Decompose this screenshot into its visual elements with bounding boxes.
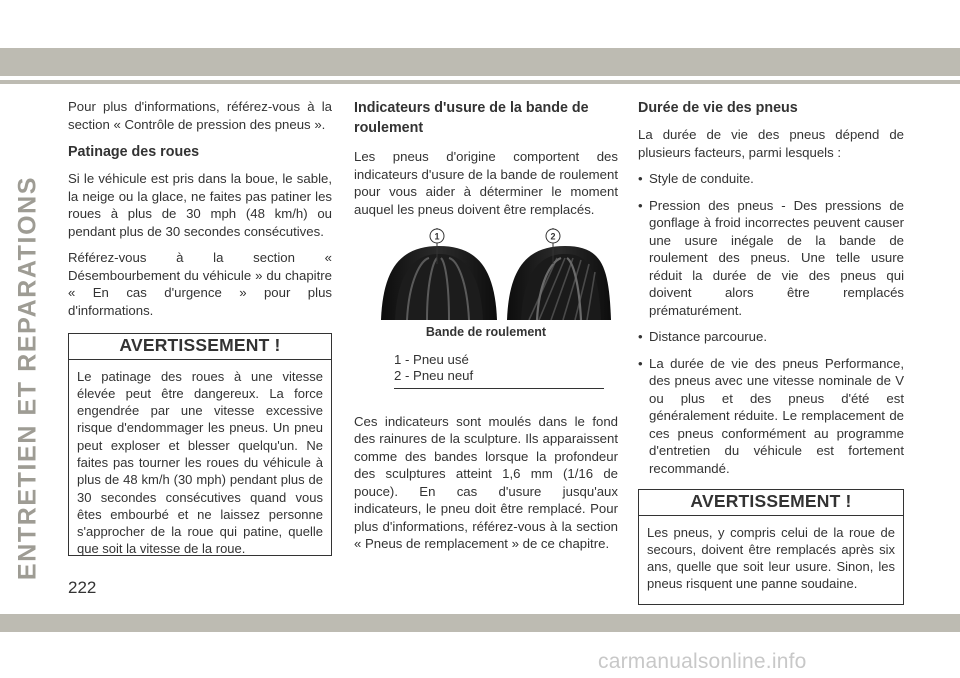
tire-pair-drawing [361, 228, 611, 320]
wheel-spin-paragraph-1: Si le véhicule est pris dans la boue, le sable, la neige ou la glace, ne faites pas patiner les roues à plus de 30 mph (48 km/h) ou pendant plus de 30 secondes consécutives. [68, 171, 332, 239]
footer-band [0, 614, 960, 632]
header-band [0, 48, 960, 76]
intro-paragraph: Pour plus d'informations, référez-vous à la section « Contrôle de pression des pneus ». [68, 99, 332, 132]
list-item [638, 328, 904, 346]
list-item [638, 197, 904, 320]
warning-text: Les pneus, y compris celui de la roue de secours, doivent être remplacés après six ans, quelle que soit leur usure. Sinon, les pneus risquent une panne soudaine. [647, 524, 895, 592]
list-item [638, 170, 904, 188]
list-item-text: Pression des pneus - Des pressions de gonflage à froid incorrectes peuvent causer une usure inégale de la bande de roulement des pneus. Une telle usure réduit la durée de vie des pneus qui doivent alors être remplacés prématurément. [649, 197, 904, 318]
tread-wear-paragraph-1: Les pneus d'origine comportent des indicateurs d'usure de la bande de roulement pour vous aider à déterminer le moment auquel les pneus doivent être remplacés. [354, 149, 618, 217]
page-number: 222 [68, 578, 97, 597]
heading-tread-wear-indicators: Indicateurs d'usure de la bande de roulement [354, 100, 589, 136]
chapter-side-tab-label: ENTRETIEN ET REPARATIONS [13, 175, 42, 581]
heading-wheel-spin: Patinage des roues [68, 144, 200, 160]
column-middle [354, 98, 618, 562]
column-right [638, 98, 904, 605]
new-tire-image [507, 228, 611, 320]
legend-item-new: 2 - Pneu neuf [394, 367, 474, 383]
wheel-spin-paragraph-2: Référez-vous à la section « Désembourbement du véhicule » du chapitre « En cas d'urgence » pour plus d'informations. [68, 250, 332, 318]
callout-2: 2 [550, 231, 556, 242]
list-item-text: La durée de vie des pneus Performance, des pneus avec une vitesse nominale de V ou plus et des pneus d'été est généralement réduite. Le remplacement de ces pneus conformément au programme d'entretien du véhicule est fortement recommandé. [649, 355, 904, 476]
tire-illustration [361, 228, 611, 320]
bullet-icon: • [638, 329, 643, 344]
bullet-icon: • [638, 197, 643, 213]
tread-figure [354, 228, 618, 389]
legend-item-worn: 1 - Pneu usé [394, 351, 469, 367]
callout-1: 1 [434, 231, 440, 242]
header-rule [0, 80, 960, 84]
warning-box-tire-life [638, 489, 904, 605]
warning-text: Le patinage des roues à une vitesse élevée peut être dangereux. La force engendrée par une vitesse excessive risque d'endommager les pneus. Un pneu peut exploser et blesser quelqu'un. Ne faites pas tourner les roues du véhicule à plus de 48 km/h (30 mph) pendant plus de 30 secondes consécutives quand vous êtes embourbé et ne laissez personne s'approcher de la roue qui patine, quelle que soit la vitesse de la roue. [77, 368, 323, 557]
list-item-text: Style de conduite. [649, 171, 754, 186]
list-item [638, 355, 904, 478]
worn-tire-image [381, 228, 497, 320]
tire-life-paragraph: La durée de vie des pneus dépend de plusieurs facteurs, parmi lesquels : [638, 127, 904, 160]
warning-box-wheel-spin [68, 333, 332, 556]
column-left [68, 98, 332, 556]
tread-wear-paragraph-2: Ces indicateurs sont moulés dans le fond des rainures de la sculpture. Ils apparaissent comme des bandes lorsque la profondeur des sculptures atteint 1,6 mm (1/16 de pouce). En cas d'usure jusqu'aux indicateurs, le pneu doit être remplacé. Pour plus d'informations, référez-vous à la section « Pneus de remplacement » de ce chapitre. [354, 413, 618, 551]
figure-caption: Bande de roulement [425, 325, 547, 339]
warning-title: AVERTISSEMENT ! [639, 490, 903, 516]
bullet-icon: • [638, 355, 643, 371]
watermark: carmanualsonline.info [598, 650, 807, 673]
list-item-text: Distance parcourue. [649, 329, 768, 344]
figure-rule [394, 388, 604, 389]
bullet-icon: • [638, 171, 643, 186]
warning-title: AVERTISSEMENT ! [69, 334, 331, 360]
heading-tire-life: Durée de vie des pneus [638, 100, 798, 116]
